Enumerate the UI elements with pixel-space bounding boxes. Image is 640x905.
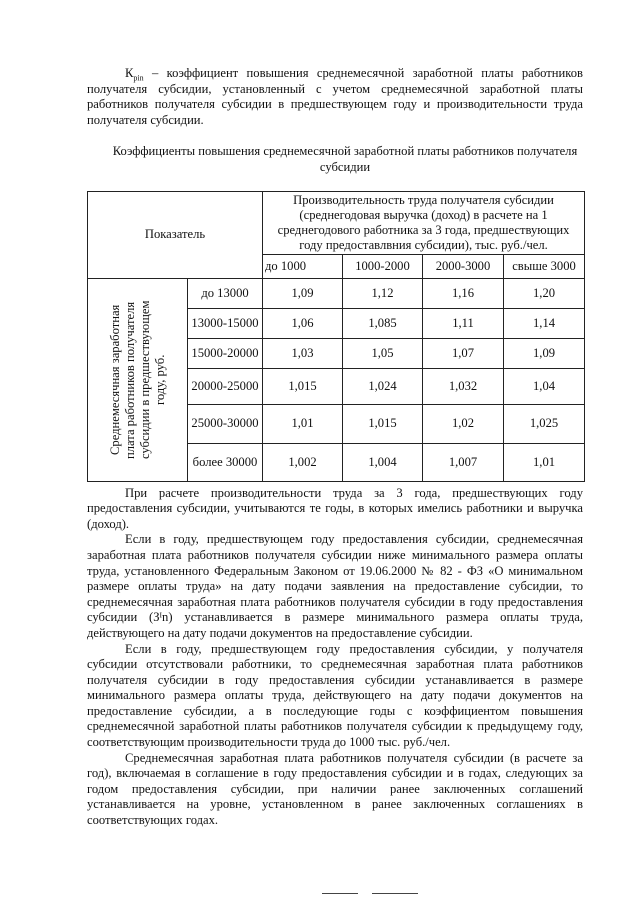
table-cell: 1,20 <box>504 278 585 308</box>
row-label: 20000-25000 <box>188 368 263 404</box>
table-cell: 1,01 <box>504 443 585 481</box>
table-cell: 1,05 <box>343 338 423 368</box>
paragraph: Если в году, предшествующем году предоставления субсидии, у получателя субсидии отсутствовали работники, то среднемесячная заработная плата работников получателя субсидии в году предоставления субсидии устанавливается в размере минимального размера оплаты труда, действующего на дату подачи документов на предоставление субсидии, а в последующие годы с коэффициентом повышения среднемесячной заработной платы работников получателя субсидии к предыдущему году, соответствующим производительности труда до 1000 тыс. руб./чел. <box>87 641 583 750</box>
table-cell: 1,14 <box>504 308 585 338</box>
table-cell: 1,015 <box>343 404 423 443</box>
table-cell: 1,002 <box>263 443 343 481</box>
document-body <box>87 0 583 829</box>
coefficient-table <box>87 191 585 482</box>
table-cell: 1,11 <box>423 308 504 338</box>
table-cell: 1,01 <box>263 404 343 443</box>
indicator-header: Показатель <box>88 191 263 278</box>
intro-paragraph <box>87 66 583 128</box>
row-label: 15000-20000 <box>188 338 263 368</box>
column-header: до 1000 <box>263 254 343 278</box>
row-label: 13000-15000 <box>188 308 263 338</box>
coefficient-symbol: К <box>125 66 134 80</box>
table-cell: 1,03 <box>263 338 343 368</box>
column-header: 2000-3000 <box>423 254 504 278</box>
table-cell: 1,085 <box>343 308 423 338</box>
table-cell: 1,06 <box>263 308 343 338</box>
paragraph: Среднемесячная заработная плата работников получателя субсидии (в расчете за год), включаемая в соглашение в году предоставления субсидии и в годах, следующих за годом предоставления субсидии, при наличии ранее заключенных соглашений устанавливается на уровне, установленном в ранее заключенных соглашениях в соответствующих годах. <box>87 750 583 828</box>
table-cell: 1,07 <box>423 338 504 368</box>
intro-text: – коэффициент повышения среднемесячной заработной платы работников получателя субсидии, установленный с учетом среднемесячной заработной платы работников получателя субсидии в предшествующем году и производительности труда получателя субсидии. <box>87 66 583 127</box>
footer-mark <box>322 893 358 894</box>
table-cell: 1,015 <box>263 368 343 404</box>
table-cell: 1,02 <box>423 404 504 443</box>
column-header: 1000-2000 <box>343 254 423 278</box>
paragraph: Если в году, предшествующем году предоставления субсидии, среднемесячная заработная плата работников получателя субсидии ниже минимального размера оплаты труда, установленного Федеральным Законом от 19.06.2000 № 82 - ФЗ «О минимальном размере оплаты труда» на дату подачи заявления на предоставление субсидии, то среднемесячная заработная плата работников получателя субсидии в году предоставления субсидии (Зᴵn) устанавливается в размере минимального размера оплаты труда, действующего на дату подачи документов на предоставление субсидии. <box>87 532 583 640</box>
table-cell: 1,004 <box>343 443 423 481</box>
table-cell: 1,12 <box>343 278 423 308</box>
table-row <box>88 278 585 308</box>
row-label: более 30000 <box>188 443 263 481</box>
row-group-label: Среднемесячная заработная плата работников получателя субсидии в предшествующем году, руб. <box>88 278 188 481</box>
row-label: 25000-30000 <box>188 404 263 443</box>
row-label: до 13000 <box>188 278 263 308</box>
table-cell: 1,007 <box>423 443 504 481</box>
table-cell: 1,09 <box>504 338 585 368</box>
productivity-header: Производительность труда получателя субсидии (среднегодовая выручка (доход) в расчете на 1 среднегодового работника за 3 года, предшествующих году предоставлвния субсидии), тыс. руб./чел. <box>263 191 585 254</box>
footer-mark <box>372 893 418 894</box>
table-cell: 1,032 <box>423 368 504 404</box>
coefficient-subscript: pin <box>133 73 144 83</box>
column-header: свыше 3000 <box>504 254 585 278</box>
table-cell: 1,04 <box>504 368 585 404</box>
paragraph: При расчете производительности труда за 3 года, предшествующих году предоставления субсидии, учитываются те годы, в которых имелись работники и выручка (доход). <box>87 485 583 531</box>
table-cell: 1,024 <box>343 368 423 404</box>
table-caption: Коэффициенты повышения среднемесячной заработной платы работников получателя субсидии <box>112 144 578 174</box>
table-cell: 1,16 <box>423 278 504 308</box>
table-cell: 1,09 <box>263 278 343 308</box>
table-cell: 1,025 <box>504 404 585 443</box>
